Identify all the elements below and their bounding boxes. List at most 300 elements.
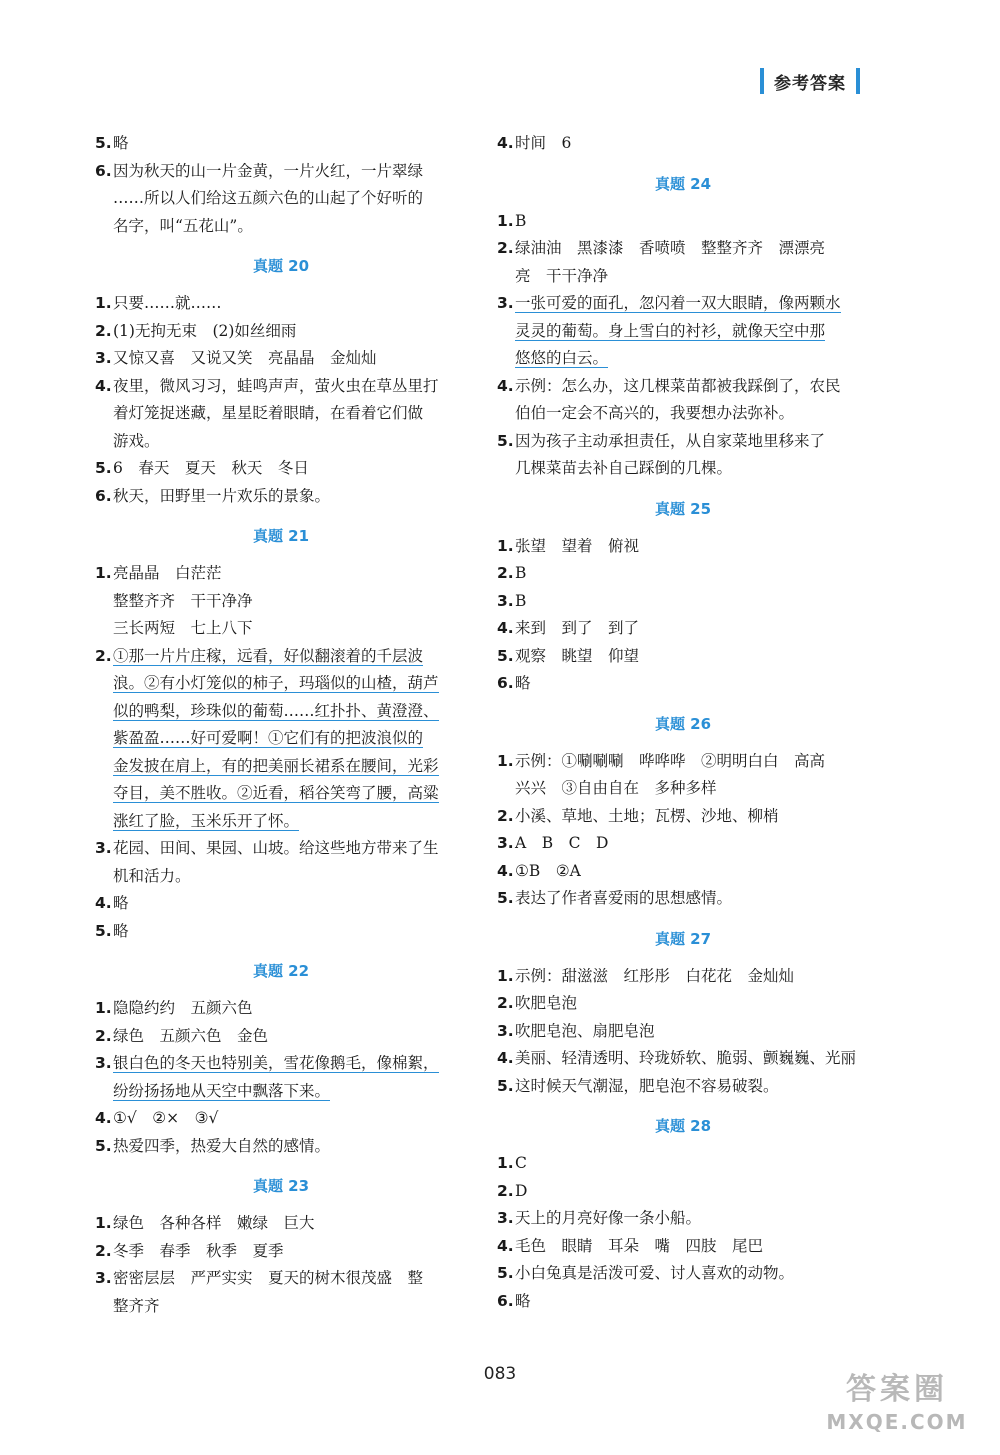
line-text: A B C D [515,834,609,852]
watermark-line2: MXQE.COM [826,1410,968,1434]
answer-number: 4. [497,1049,514,1067]
answer-line [515,748,869,776]
answer-line [515,643,869,671]
answer-line [515,290,869,318]
answer-number: 5. [497,1264,514,1282]
answer-number: 6. [95,161,112,180]
answer-number: 5. [95,134,112,152]
line-text: 兴兴 ③自由自在 多种多样 [515,779,717,797]
answer-line [515,615,869,643]
answer-item [95,643,467,836]
section-title: 真题 23 [252,1177,310,1195]
line-text: 绿色 五颜六色 金色 [113,1026,269,1045]
answer-line [113,698,467,726]
answer-text [515,1150,869,1178]
underlined-text: 紫盈盈……好可爱啊！①它们有的把波浪似的 [113,729,424,747]
answer-text [113,290,467,318]
line-text: 吹肥皂泡 [515,994,578,1012]
answer-line [113,725,467,753]
section-title: 真题 22 [252,962,310,980]
answer-number: 5. [497,1076,514,1095]
answer-item [95,373,467,456]
line-text: 时间 6 [515,134,572,152]
answer-line [113,455,467,483]
underlined-text: 金发披在肩上，有的把美丽长裙系在腰间，光彩 [113,756,439,775]
answer-text [515,208,869,236]
answer-text [515,990,869,1018]
answer-line [113,373,467,401]
answer-number: 2. [497,806,514,825]
line-text: 夜里，微风习习，蛙鸣声声，萤火虫在草丛里打 [113,376,439,395]
answer-text [113,1210,467,1238]
underlined-text: 灵灵的葡萄。身上雪白的衬衫，就像天空中那 [515,321,826,340]
answer-line [113,670,467,698]
underlined-text: 涨红了脸，玉米乐开了怀。 [113,811,300,830]
underlined-text: 浪。②有小灯笼似的柿子，玛瑙似的山楂，葫芦 [113,674,439,692]
section-title: 真题 21 [252,527,310,545]
answer-number: 1. [497,751,514,770]
line-text: (1)无拘无束 (2)如丝细雨 [113,321,297,340]
answer-text [515,560,869,588]
answer-number: 4. [497,619,514,637]
line-text: 略 [113,894,129,912]
line-text: 这时候天气潮湿，肥皂泡不容易破裂。 [515,1076,779,1095]
answer-item [497,290,869,373]
answer-item [497,830,869,858]
line-text: 吹肥皂泡、扇肥皂泡 [515,1021,655,1040]
answer-number: 3. [95,1269,112,1287]
line-text: 只要……就…… [113,294,222,312]
answer-item [497,885,869,913]
answer-item [497,803,869,831]
answer-text [113,835,467,890]
line-text: 张望 望着 俯视 [515,536,640,555]
answer-item [95,918,467,946]
answer-line [113,345,467,373]
answer-number: 1. [95,999,112,1017]
line-text: C [515,1154,527,1172]
answer-line [113,318,467,346]
answer-text [113,1265,467,1320]
page-number: 083 [483,1364,517,1384]
answer-item [497,1045,869,1073]
line-text: 名字，叫“五花山”。 [113,216,253,235]
answer-number: 4. [497,134,514,152]
section-title: 真题 28 [654,1117,712,1135]
answer-text [113,1238,467,1266]
answer-line [515,1260,869,1288]
answer-item [95,1238,467,1266]
answer-text [515,830,869,858]
answer-number: 1. [95,564,112,582]
line-text: 表达了作者喜爱雨的思想感情。 [515,889,733,907]
answer-item [497,1233,869,1261]
line-text: 略 [113,134,129,152]
answer-number: 1. [497,211,514,230]
answer-text [113,1023,467,1051]
answer-item [95,1105,467,1133]
line-text: 来到 到了 到了 [515,619,640,637]
answer-text [515,1045,869,1073]
answer-line [113,213,467,241]
line-text: 三长两短 七上八下 [113,619,253,637]
answer-line [515,560,869,588]
answer-number: 2. [95,1241,112,1260]
answer-line [515,533,869,561]
answer-text [113,483,467,511]
answer-line [113,130,467,158]
answer-item [497,670,869,698]
answer-number: 2. [497,564,514,582]
left-column [95,130,467,1320]
answer-item [497,588,869,616]
line-text: 机和活力。 [113,866,191,885]
answer-line [515,670,869,698]
answer-line [113,890,467,918]
answer-text [515,588,869,616]
answer-line [515,885,869,913]
line-text: 观察 眺望 仰望 [515,646,640,665]
answer-text [113,1050,467,1105]
line-text: 因为孩子主动承担责任，从自家菜地里移来了 [515,431,826,450]
line-text: 示例：甜滋滋 红彤彤 白花花 金灿灿 [515,966,795,985]
answer-item [497,1018,869,1046]
answer-number: 3. [95,1054,112,1072]
answer-text [515,1288,869,1316]
line-text: B [515,591,527,610]
answer-line [515,455,869,483]
right-column [497,130,869,1315]
section-title: 真题 27 [654,929,712,948]
answer-item [95,835,467,890]
answer-line [515,990,869,1018]
line-text: 小白兔真是活泼可爱、讨人喜欢的动物。 [515,1264,795,1282]
line-text: 整整齐齐 干干净净 [113,591,253,610]
line-text: 示例：怎么办，这几棵菜苗都被我踩倒了，农民 [515,376,841,395]
answer-line [515,1205,869,1233]
answer-number: 5. [497,431,514,450]
answer-item [497,1150,869,1178]
answer-text [113,890,467,918]
answer-line [515,1178,869,1206]
answer-item [95,290,467,318]
answer-line [113,1078,467,1106]
answer-line [113,158,467,186]
answer-number: 4. [497,376,514,395]
section-title: 真题 25 [654,499,712,518]
answer-line [113,863,467,891]
answer-line [113,1293,467,1321]
line-text: 几棵菜苗去补自己踩倒的几棵。 [515,459,733,477]
answer-text [113,373,467,456]
answer-number: 2. [95,321,112,340]
section-title: 真题 20 [252,257,310,275]
answer-text [515,963,869,991]
answer-text [113,1133,467,1161]
answer-line [113,615,467,643]
answer-item [497,1260,869,1288]
answer-text [515,670,869,698]
answer-line [113,560,467,588]
section-header [760,66,860,96]
answer-line [113,185,467,213]
answer-line [515,1233,869,1261]
answer-text [113,560,467,643]
answer-line [515,1150,869,1178]
answer-number: 1. [497,536,514,555]
answer-number: 3. [95,349,112,367]
answer-number: 6. [497,674,514,692]
answer-number: 2. [497,994,514,1012]
answer-line [113,835,467,863]
line-text: B [515,564,527,582]
answer-line [515,130,869,158]
answer-number: 2. [497,239,514,257]
answer-number: 1. [95,294,112,312]
answer-line [515,1018,869,1046]
answer-text [515,803,869,831]
answer-number: 5. [95,921,112,940]
answer-line [515,588,869,616]
line-text: ①B ②A [515,861,581,880]
line-text: 6 春天 夏天 秋天 冬日 [113,459,309,477]
line-text: 着灯笼捉迷藏，星星眨着眼睛，在看着它们做 [113,404,424,422]
answer-text [515,858,869,886]
line-text: 绿色 各种各样 嫩绿 巨大 [113,1214,315,1232]
answer-item [497,1073,869,1101]
answer-item [497,643,869,671]
underlined-text: 纷纷扬扬地从天空中飘落下来。 [113,1081,331,1100]
answer-item [95,560,467,643]
line-text: ……所以人们给这五颜六色的山起了个好听的 [113,189,424,207]
answer-number: 3. [497,294,514,312]
answer-line [515,858,869,886]
answer-number: 5. [497,889,514,907]
answer-text [515,1018,869,1046]
underlined-text: 似的鸭梨，珍珠似的葡萄……红扑扑、黄澄澄、 [113,701,439,720]
answer-item [497,1205,869,1233]
answer-item [95,158,467,241]
line-text: 秋天，田野里一片欢乐的景象。 [113,486,331,505]
answer-number: 3. [497,591,514,610]
answer-number: 5. [95,1136,112,1155]
answer-item [497,1178,869,1206]
answer-number: 6. [497,1291,514,1310]
answer-number: 4. [95,376,112,395]
answer-line [113,1265,467,1293]
answer-text [113,158,467,241]
answer-line [113,808,467,836]
answer-number: 4. [95,1109,112,1127]
answer-line [515,345,869,373]
line-text: B [515,211,527,230]
watermark-logo [812,1371,982,1439]
answer-item [95,483,467,511]
line-text: 天上的月亮好像一条小船。 [515,1209,702,1227]
answer-line [515,318,869,346]
underlined-text: ①那一片片庄稼，远看，好似翻滚着的千层波 [113,646,424,665]
answer-line [113,483,467,511]
answer-line [113,290,467,318]
answer-text [515,235,869,290]
answer-text [515,373,869,428]
line-text: 略 [515,1291,531,1310]
answer-number: 3. [497,1021,514,1040]
answer-text [515,615,869,643]
header-bar-right [856,68,860,94]
answer-line [113,1133,467,1161]
answer-text [515,748,869,803]
answer-text [515,885,869,913]
answer-text [515,290,869,373]
answer-number: 5. [95,459,112,477]
answer-item [497,373,869,428]
answer-number: 2. [497,1181,514,1200]
line-text: 隐隐约约 五颜六色 [113,999,253,1017]
answer-text [113,918,467,946]
answer-item [95,1210,467,1238]
answer-line [515,775,869,803]
line-text: 伯伯一定会不高兴的，我要想办法弥补。 [515,404,795,422]
answer-line [113,780,467,808]
answer-number: 2. [95,1026,112,1045]
section-title: 真题 26 [654,714,712,733]
line-text: 毛色 眼睛 耳朵 嘴 四肢 尾巴 [515,1236,764,1255]
answer-number: 1. [497,1154,514,1172]
answer-line [113,995,467,1023]
answer-line [515,1288,869,1316]
line-text: D [515,1181,528,1200]
answer-number: 4. [497,1236,514,1255]
line-text: 略 [113,921,129,940]
answer-text [515,643,869,671]
answer-item [497,235,869,290]
answer-item [95,345,467,373]
line-text: 整齐齐 [113,1296,160,1315]
header-bar-left [760,68,764,94]
answer-number: 4. [95,894,112,912]
answer-item [95,1023,467,1051]
answer-number: 1. [95,1214,112,1232]
answer-number: 3. [95,839,112,857]
answer-item [497,208,869,236]
answer-text [113,318,467,346]
line-text: 热爱四季，热爱大自然的感情。 [113,1136,331,1155]
answer-line [113,1210,467,1238]
answer-text [515,1205,869,1233]
line-text: 亮 干干净净 [515,266,609,285]
answer-number: 6. [95,486,112,505]
answer-item [497,748,869,803]
answer-line [113,1105,467,1133]
answer-number: 2. [95,646,112,665]
answer-text [113,1105,467,1133]
line-text: 绿油油 黑漆漆 香喷喷 整整齐齐 漂漂亮 [515,239,826,257]
answer-item [95,130,467,158]
answer-line [515,830,869,858]
answer-line [515,235,869,263]
answer-item [497,858,869,886]
answer-line [113,1050,467,1078]
section-title: 真题 24 [654,174,712,193]
answer-item [497,1288,869,1316]
answer-item [95,1133,467,1161]
answer-item [95,455,467,483]
answer-item [497,130,869,158]
answer-line [515,263,869,291]
answer-line [515,373,869,401]
answer-text [113,345,467,373]
answer-line [113,1023,467,1051]
line-text: 亮晶晶 白茫茫 [113,564,222,582]
answer-text [113,995,467,1023]
line-text: 游戏。 [113,431,160,450]
answer-text [515,533,869,561]
answer-item [497,428,869,483]
answer-text [515,428,869,483]
answer-number: 3. [497,834,514,852]
answer-line [515,400,869,428]
answer-line [515,803,869,831]
answer-line [515,963,869,991]
underlined-text: 银白色的冬天也特别美，雪花像鹅毛，像棉絮， [113,1054,439,1072]
answer-number: 4. [497,861,514,880]
answer-number: 5. [497,646,514,665]
line-text: 略 [515,674,531,692]
answer-line [113,588,467,616]
answer-line [113,400,467,428]
answer-line [113,918,467,946]
line-text: 又惊又喜 又说又笑 亮晶晶 金灿灿 [113,349,377,367]
answer-text [515,1073,869,1101]
answer-item [95,1050,467,1105]
line-text: 冬季 春季 秋季 夏季 [113,1241,284,1260]
line-text: ①√ ②× ③√ [113,1109,219,1127]
answer-text [515,1233,869,1261]
line-text: 因为秋天的山一片金黄，一片火红，一片翠绿 [113,161,424,180]
answer-number: 3. [497,1209,514,1227]
answer-line [113,753,467,781]
answer-number: 1. [497,966,514,985]
answer-text [515,130,869,158]
line-text: 密密层层 严严实实 夏天的树木很茂盛 整 [113,1269,424,1287]
answer-line [515,1073,869,1101]
answer-item [497,560,869,588]
watermark-line1: 答案圈 [846,1372,948,1407]
answer-item [497,990,869,1018]
answer-text [515,1260,869,1288]
answer-item [95,1265,467,1320]
line-text: 小溪、草地、土地；瓦楞、沙地、柳梢 [515,806,779,825]
answer-item [95,995,467,1023]
answer-item [497,615,869,643]
line-text: 示例：①唰唰唰 哗哗哗 ②明明白白 高高 [515,751,826,770]
answer-text [113,130,467,158]
line-text: 美丽、轻清透明、玲珑娇软、脆弱、颤巍巍、光丽 [515,1049,857,1067]
underlined-text: 悠悠的白云。 [515,349,609,367]
answer-line [113,428,467,456]
answer-line [113,643,467,671]
underlined-text: 一张可爱的面孔，忽闪着一双大眼睛，像两颗水 [515,294,841,312]
answer-line [113,1238,467,1266]
answer-text [113,455,467,483]
answer-item [497,963,869,991]
answer-line [515,208,869,236]
answer-line [515,428,869,456]
answer-text [113,643,467,836]
underlined-text: 夺目，美不胜收。②近看，稻谷笑弯了腰，高粱 [113,784,439,802]
answer-item [95,318,467,346]
